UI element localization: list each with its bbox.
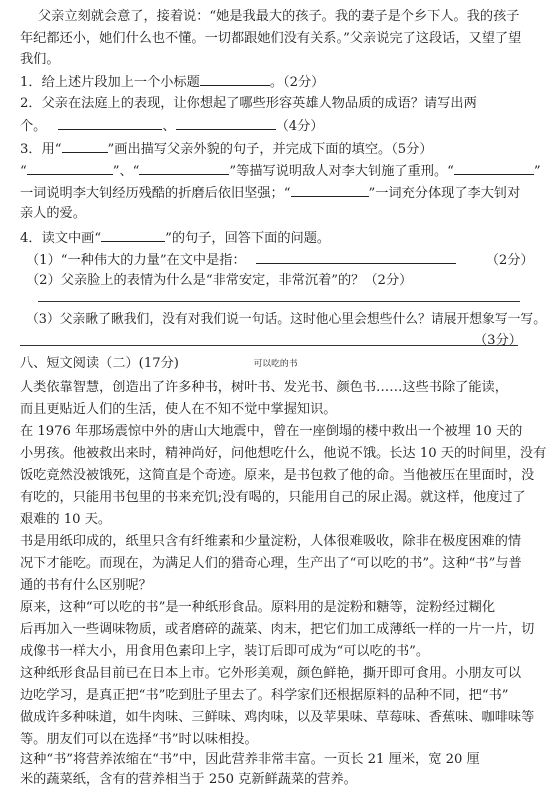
answer-blank[interactable]	[101, 229, 165, 242]
question-2-line1: 2．父亲在法庭上的表现，让你想起了哪些形容英雄人物品质的成语？请写出两	[20, 96, 477, 111]
question-2-line2	[20, 117, 324, 135]
question-4-line1	[20, 229, 330, 247]
passage-line: 成像书一样大小，用食用色素印上字，装订后即可成为“可以吃的书”。	[20, 644, 430, 659]
section-heading: 八、短文阅读（二）(17分)	[20, 356, 179, 371]
passage-line: 后再加入一些调味物质，或者磨碎的蔬菜、肉末，把它们加工成薄纸一样的一片一片，切	[20, 622, 535, 637]
answer-line[interactable]	[20, 345, 518, 346]
answer-blank[interactable]	[454, 162, 534, 175]
passage-line: 米的蔬菜纸，含有的营养相当于 250 克新鲜蔬菜的营养。	[20, 772, 357, 787]
question-4-sub1	[26, 251, 534, 269]
passage-line: 这种“书”将营养浓缩在“书”中，因此营养非常丰富。一页长 21 厘米，宽 20 厘	[20, 752, 480, 767]
answer-blank[interactable]	[62, 140, 108, 153]
passage-line: 等。朋友们可以在选择“书”时以味相投。	[20, 732, 258, 747]
passage-line: 在 1976 年那场震惊中外的唐山大地震中，曾在一座倒塌的楼中救出一个被埋 10 天的	[20, 424, 523, 439]
separator: 、	[162, 119, 176, 134]
passage-line: 书是用纸印成的，纸里只含有纤维素和少量淀粉，人体很难吸收，除非在极度困难的情	[20, 534, 522, 549]
question-3-text: ”等描写说明敌人对李大钊施了重刑。“	[229, 164, 454, 179]
question-1-tail: 。（2分）	[269, 75, 325, 90]
passage-line: 人类依靠智慧，创造出了许多种书，树叶书、发光书、颜色书……这些书除了能读，	[20, 380, 508, 395]
question-1	[20, 73, 324, 91]
answer-blank[interactable]	[200, 73, 270, 86]
passage-line: 边吃学习，是真正把“书”吃到肚子里去了。科学家们还根据原料的品种不同，把“书”	[20, 688, 509, 703]
passage-line: 小男孩。他被救出来时，精神尚好，问他想吃什么，他说不饿。长达 10 天的时间里，没有	[20, 446, 547, 461]
question-4-prefix: 4．读文中画“	[20, 231, 102, 246]
passage-line: 原来，这种“可以吃的书”是一种纸形食品。原料用的是淀粉和糖等，淀粉经过糊化	[20, 600, 496, 615]
answer-blank[interactable]	[58, 117, 162, 130]
passage-line: 这种纸形食品目前已在日本上市。它外形美观，颜色鲜艳，撕开即可食用。小朋友可以	[20, 666, 522, 681]
passage-line: 年纪都还小，她们什么也不懂。一切都跟她们没有关系。”父亲说完了这段话，又望了望	[20, 31, 522, 46]
question-3-line3	[20, 184, 520, 202]
question-4-text: ”的句子，回答下面的问题。	[165, 231, 331, 246]
question-3-prefix: 3．用“	[20, 142, 62, 157]
question-1-text: 1．给上述片段加上一个小标题	[20, 75, 200, 90]
quote-mark: ”	[533, 164, 541, 179]
sub-question-text: （1）“一种伟大的力量”在文中是指：	[26, 253, 246, 268]
question-3-line1	[20, 140, 433, 158]
answer-line[interactable]	[38, 301, 520, 302]
passage-line: 有吃的，只能用书包里的书来充饥;没有喝的，只能用自己的尿止渴。就这样，他度过了	[20, 490, 526, 505]
passage-line: 而且更贴近人们的生活，使人在不知不觉中掌握知识。	[20, 402, 337, 417]
passage-line: 通的书有什么区别呢？	[20, 578, 152, 593]
passage-line: 饭吃竟然没被饿死，这简直是个奇迹。原来，是书包救了他的命。当他被压在里面时，没	[20, 468, 535, 483]
article-title: 可以吃的书	[253, 359, 298, 369]
question-3-line2	[20, 162, 541, 180]
question-2-score: （4分）	[275, 119, 324, 134]
answer-blank[interactable]	[176, 117, 276, 130]
answer-blank[interactable]	[27, 162, 113, 175]
question-2-prefix: 个。	[20, 119, 47, 134]
question-3-text: 一词说明李大钊经历残酷的折磨后依旧坚强；“	[20, 186, 291, 201]
question-3-text: ”一词充分体现了李大钊对	[368, 186, 521, 201]
passage-line: 况下才能吃。而现在，为满足人们的猎奇心理，生产出了“可以吃的书”。这种“书”与普	[20, 556, 522, 571]
sub-question-score: （2分）	[485, 253, 534, 268]
question-3-line4: 亲人的爱。	[20, 206, 86, 221]
question-4-sub3: （3）父亲瞅了瞅我们，没有对我们说一句话。这时他心里会想些什么？请展开想象写一写。	[26, 312, 547, 327]
question-4-sub2: （2）父亲脸上的表情为什么是“非常安定，非常沉着”的？（2分）	[26, 273, 413, 288]
answer-blank[interactable]	[139, 162, 229, 175]
passage-line: 我们。	[20, 52, 60, 67]
question-4-sub3-score: （3分）	[474, 333, 522, 348]
passage-line: 做成许多种味道，如牛肉味、三鲜味、鸡肉味，以及苹果味、草莓味、香蕉味、咖啡味等	[20, 710, 535, 725]
question-3-text: ”画出描写父亲外貌的句子，并完成下面的填空。（5分）	[107, 142, 433, 157]
answer-blank[interactable]	[256, 251, 456, 264]
passage-line: 父亲立刻就会意了，接着说：“她是我最大的孩子。我的妻子是个乡下人。我的孩子	[38, 9, 520, 24]
passage-line: 艰难的 10 天。	[20, 512, 112, 527]
quote-mark: ”、“	[112, 164, 140, 179]
quote-mark: “	[20, 164, 27, 179]
answer-blank[interactable]	[291, 184, 369, 197]
